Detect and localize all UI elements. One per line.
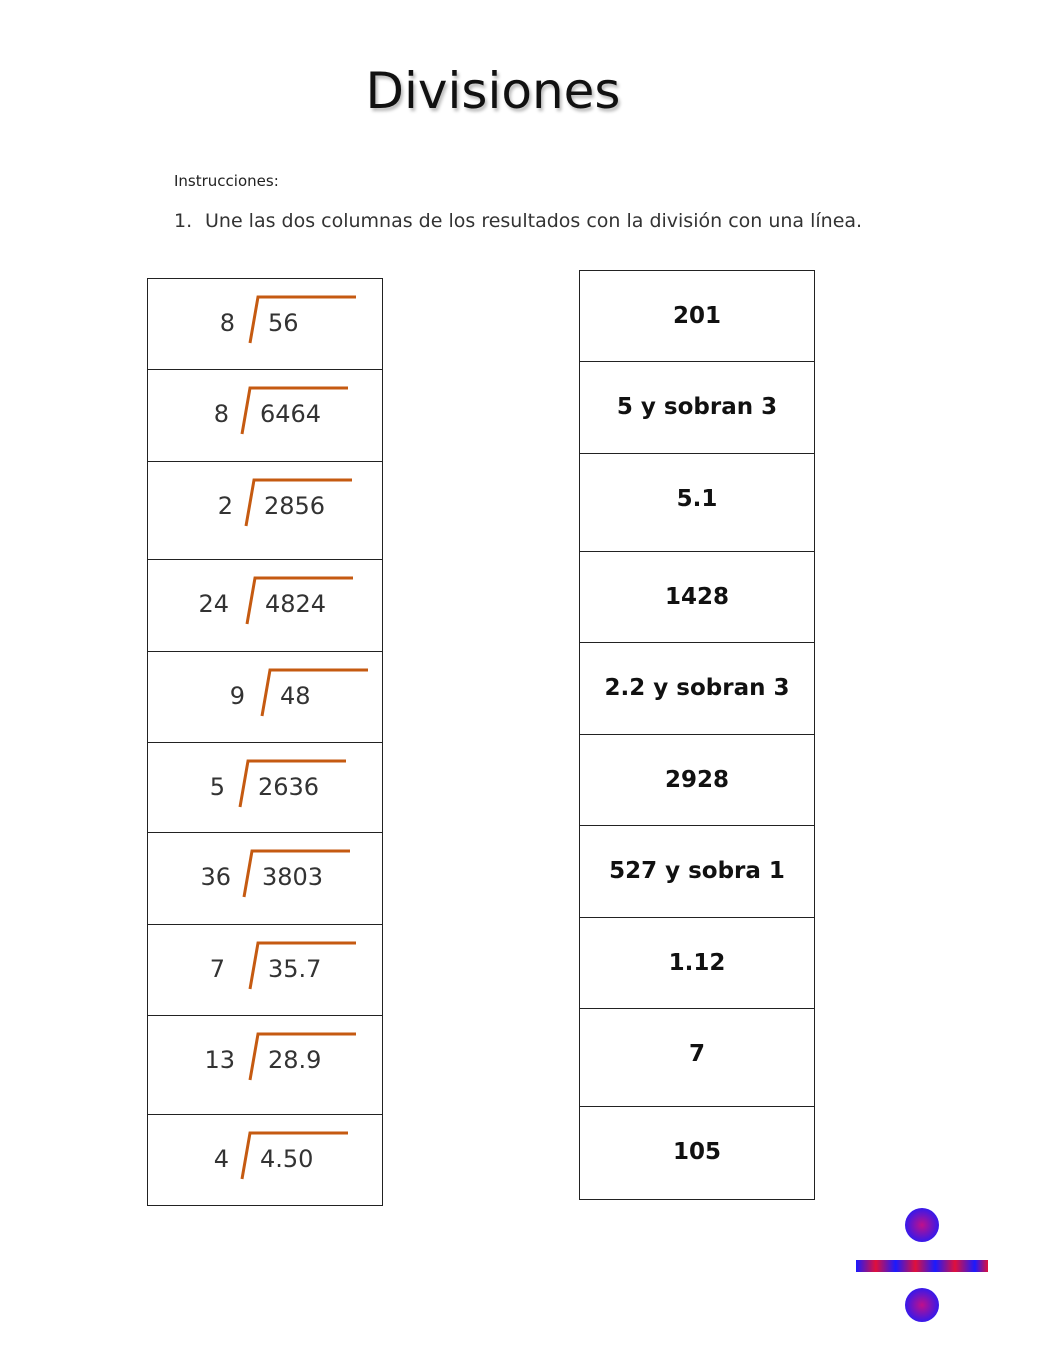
division-cell	[148, 279, 382, 370]
dividend: 6464	[260, 400, 322, 428]
result-value: 7	[688, 1041, 705, 1067]
dividend: 2856	[264, 492, 326, 520]
divisor: 4	[213, 1145, 229, 1173]
division-cell	[148, 370, 382, 462]
divisor: 24	[198, 590, 229, 618]
result-cell	[580, 918, 814, 1009]
division-sign-icon	[856, 1207, 988, 1325]
result-cell	[580, 643, 814, 735]
dividend: 56	[268, 309, 299, 337]
result-cell	[580, 826, 814, 918]
instruction-number: 1.	[174, 210, 193, 232]
division-bar	[856, 1260, 988, 1272]
divisor: 8	[213, 400, 229, 428]
divisor: 7	[209, 955, 225, 983]
result-value: 2.2 y sobran 3	[604, 675, 790, 701]
result-cell	[580, 362, 814, 454]
result-value: 1428	[664, 584, 729, 610]
divisor: 36	[200, 863, 231, 891]
division-cell	[148, 652, 382, 743]
dividend: 2636	[258, 773, 320, 801]
result-value: 5.1	[676, 486, 718, 512]
result-value: 1.12	[668, 950, 726, 976]
result-cell	[580, 1009, 814, 1107]
instruction-item	[174, 210, 862, 232]
result-cell	[580, 735, 814, 826]
division-bracket-icon	[260, 668, 370, 718]
instruction-text: Une las dos columnas de los resultados con la división con una línea.	[205, 210, 863, 232]
result-value: 201	[672, 303, 721, 329]
dividend: 4824	[265, 590, 327, 618]
divisor: 8	[219, 309, 235, 337]
result-cell	[580, 1107, 814, 1199]
division-cell	[148, 560, 382, 652]
result-value: 2928	[664, 767, 729, 793]
result-value: 527 y sobra 1	[609, 858, 785, 884]
results-column	[579, 270, 815, 1200]
dividend: 28.9	[268, 1046, 322, 1074]
divisor: 9	[229, 682, 245, 710]
division-cell	[148, 743, 382, 833]
division-cell	[148, 1016, 382, 1115]
result-value: 105	[672, 1139, 721, 1165]
division-cell	[148, 462, 382, 560]
result-cell	[580, 454, 814, 552]
instructions-label: Instrucciones:	[174, 172, 279, 190]
divisor: 2	[217, 492, 233, 520]
dividend: 35.7	[268, 955, 322, 983]
divisor: 5	[209, 773, 225, 801]
division-dot-top	[905, 1208, 939, 1242]
division-dot-bottom	[905, 1288, 939, 1322]
page-title: Divisiones	[365, 62, 621, 120]
divisions-column	[147, 278, 383, 1206]
division-cell	[148, 833, 382, 925]
result-value: 5 y sobran 3	[616, 394, 778, 420]
dividend: 4.50	[260, 1145, 314, 1173]
dividend: 3803	[262, 863, 324, 891]
result-cell	[580, 552, 814, 643]
division-cell	[148, 925, 382, 1016]
division-bracket-icon	[248, 295, 358, 345]
dividend: 48	[280, 682, 311, 710]
result-cell	[580, 271, 814, 362]
division-cell	[148, 1115, 382, 1205]
divisor: 13	[204, 1046, 235, 1074]
